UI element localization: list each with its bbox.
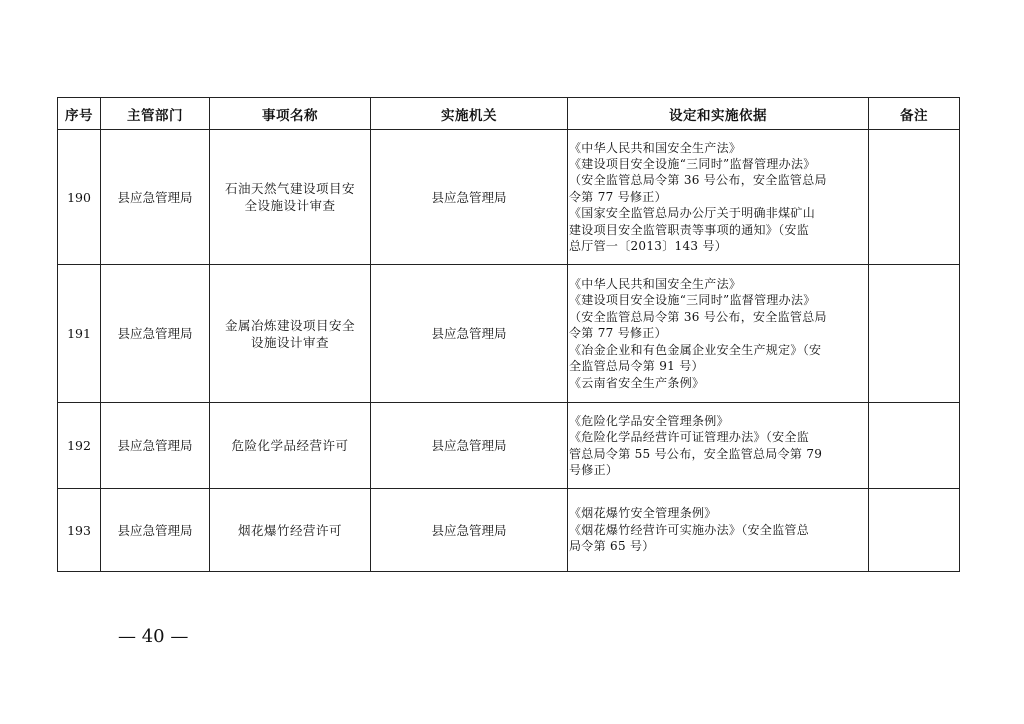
table-row (58, 403, 960, 489)
row-remarks (869, 130, 960, 265)
table-row (58, 265, 960, 403)
page-number: — 40 — (118, 626, 189, 647)
basis-line: 《冶金企业和有色金属企业安全生产规定》（安 (569, 342, 822, 357)
header-serial-number: 序号 (58, 98, 101, 130)
table-row (58, 130, 960, 265)
row-department: 县应急管理局 (101, 130, 210, 265)
basis-line: 《国家安全监管总局办公厅关于明确非煤矿山 (569, 206, 816, 221)
basis-line: 《中华人民共和国安全生产法》 (569, 140, 742, 155)
basis-line: 令第 77 号修正） (569, 189, 667, 204)
basis-line: 《危险化学品经营许可证管理办法》（安全监 (569, 430, 810, 445)
row-department: 县应急管理局 (101, 265, 210, 403)
item-name-line: 石油天然气建设项目安 (224, 181, 355, 196)
basis-line: 《云南省安全生产条例》 (569, 375, 705, 390)
basis-line: 令第 77 号修正） (569, 326, 667, 341)
row-remarks (869, 489, 960, 572)
basis-line: 《烟花爆竹经营许可实施办法》（安全监管总 (569, 522, 810, 537)
item-name-line: 设施设计审查 (250, 334, 329, 350)
row-item-name (210, 403, 371, 489)
basis-line: （安全监管总局令第 36 号公布，安全监管总局 (569, 309, 827, 324)
item-name-line: 金属冶炼建设项目安全 (224, 317, 355, 333)
row-implementing-agency: 县应急管理局 (371, 265, 568, 403)
header-legal-basis: 设定和实施依据 (568, 98, 869, 130)
header-remarks: 备注 (869, 98, 960, 130)
row-legal-basis (568, 130, 869, 265)
row-legal-basis (568, 489, 869, 572)
basis-line: 管总局令第 55 号公布，安全监管总局令第 79 (569, 446, 823, 461)
basis-line: 《烟花爆竹安全管理条例》 (569, 506, 717, 521)
basis-line: 《建设项目安全设施“三同时”监督管理办法》 (569, 156, 816, 171)
basis-line: （安全监管总局令第 36 号公布，安全监管总局 (569, 173, 827, 188)
basis-line: 《建设项目安全设施“三同时”监督管理办法》 (569, 293, 816, 308)
catalog-table (57, 97, 960, 572)
basis-line: 《中华人民共和国安全生产法》 (569, 277, 742, 292)
row-item-name (210, 265, 371, 403)
row-remarks (869, 403, 960, 489)
row-legal-basis (568, 265, 869, 403)
row-legal-basis (568, 403, 869, 489)
row-department: 县应急管理局 (101, 403, 210, 489)
header-item-name: 事项名称 (210, 98, 371, 130)
item-name-line: 危险化学品经营许可 (231, 438, 349, 453)
table-header-row (58, 98, 960, 130)
basis-line: 总厅管一〔2013〕143 号） (569, 239, 728, 254)
header-implementing-agency: 实施机关 (371, 98, 568, 130)
row-serial-number: 192 (58, 403, 101, 489)
row-implementing-agency: 县应急管理局 (371, 130, 568, 265)
row-serial-number: 191 (58, 265, 101, 403)
basis-line: 《危险化学品安全管理条例》 (569, 413, 729, 428)
basis-line: 号修正） (569, 462, 619, 477)
item-name-line: 烟花爆竹经营许可 (237, 522, 342, 538)
row-serial-number: 193 (58, 489, 101, 572)
table-row (58, 489, 960, 572)
item-name-line: 全设施设计审查 (244, 198, 336, 213)
row-remarks (869, 265, 960, 403)
row-department: 县应急管理局 (101, 489, 210, 572)
row-implementing-agency: 县应急管理局 (371, 489, 568, 572)
row-serial-number: 190 (58, 130, 101, 265)
header-department: 主管部门 (101, 98, 210, 130)
row-implementing-agency: 县应急管理局 (371, 403, 568, 489)
basis-line: 局令第 65 号） (569, 539, 655, 554)
row-item-name (210, 489, 371, 572)
basis-line: 建设项目安全监管职责等事项的通知》（安监 (569, 222, 810, 237)
row-item-name (210, 130, 371, 265)
basis-line: 全监管总局令第 91 号） (569, 359, 704, 374)
